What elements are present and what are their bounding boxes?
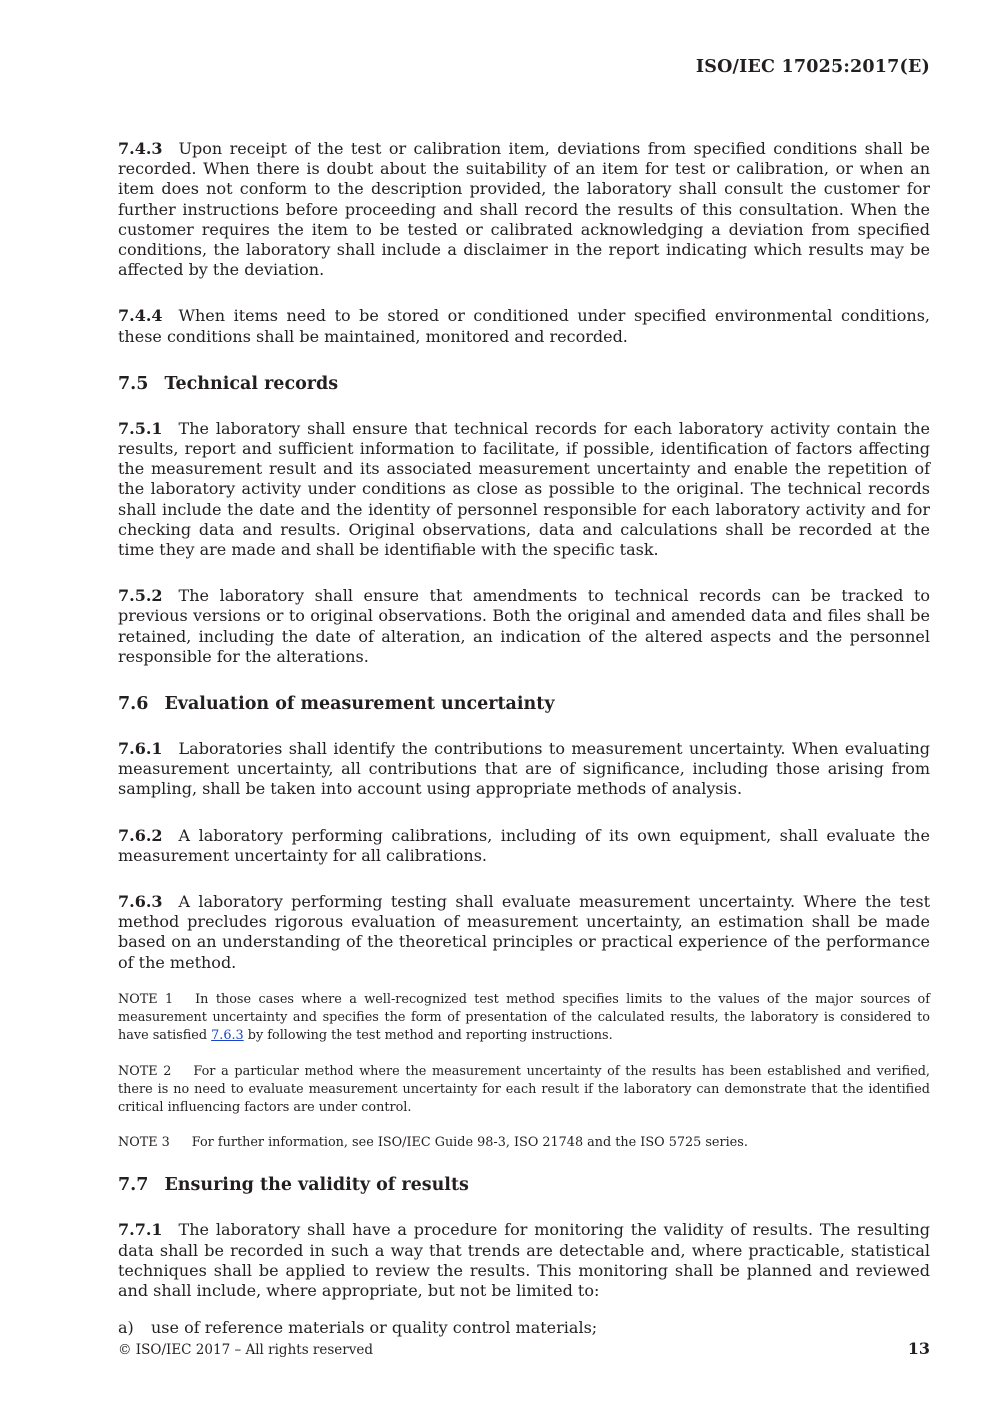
note-label: NOTE 3 bbox=[118, 1135, 170, 1151]
section-title: Ensuring the validity of results bbox=[164, 1175, 469, 1196]
clause-text: Laboratories shall identify the contributions to measurement uncertainty. When evaluating measurement uncertainty, all contributions that are of significance, including those arising from sampling, shall be taken into account using appropriate methods of analysis. bbox=[118, 739, 930, 799]
note-3 bbox=[118, 1134, 930, 1152]
clause-7-6-3 bbox=[118, 892, 930, 973]
section-number: 7.7 bbox=[118, 1175, 149, 1196]
section-number: 7.5 bbox=[118, 373, 149, 394]
page-content bbox=[118, 139, 930, 1338]
clause-number: 7.5.1 bbox=[118, 418, 163, 438]
note-1 bbox=[118, 991, 930, 1046]
clause-number: 7.6.1 bbox=[118, 739, 163, 759]
clause-number: 7.6.2 bbox=[118, 825, 163, 845]
clause-7-6-3-link[interactable]: 7.6.3 bbox=[211, 1028, 244, 1044]
note-text: In those cases where a well-recognized test method specifies limits to the values of the major sources of measurement uncertainty and specifies the form of presentation of the calculated results, the laboratory is considered to have satisfied bbox=[118, 991, 930, 1044]
note-text-continued: by following the test method and reporting instructions. bbox=[247, 1028, 613, 1044]
page-number: 13 bbox=[907, 1339, 930, 1358]
list-item-label: a) bbox=[118, 1318, 134, 1338]
note-text: For a particular method where the measurement uncertainty of the results has been established and verified, there is no need to evaluate measurement uncertainty for each result if the laboratory can demonstrate that the identified critical influencing factors are under control. bbox=[118, 1063, 930, 1115]
list-item-a bbox=[118, 1318, 930, 1338]
clause-text: A laboratory performing testing shall evaluate measurement uncertainty. Where the test method precludes rigorous evaluation of measurement uncertainty, an estimation shall be made based on an understanding of the theoretical principles or practical experience of the performance of the method. bbox=[118, 892, 930, 972]
note-label: NOTE 1 bbox=[118, 991, 174, 1007]
clause-7-4-3 bbox=[118, 139, 930, 280]
clause-text: Upon receipt of the test or calibration item, deviations from specified conditions shall be recorded. When there is doubt about the suitability of an item for test or calibration, or when an item does not conform to the description provided, the laboratory shall consult the customer for further instructions before proceeding and shall record the results of this consultation. When the customer requires the item to be tested or calibrated acknowledging a deviation from specified conditions, the laboratory shall include a disclaimer in the report indicating which results may be affected by the deviation. bbox=[118, 139, 930, 280]
list-item-text: use of reference materials or quality control materials; bbox=[151, 1318, 598, 1338]
clause-number: 7.7.1 bbox=[118, 1220, 163, 1240]
clause-number: 7.4.4 bbox=[118, 306, 163, 326]
section-heading-7-7 bbox=[118, 1174, 930, 1196]
clause-number: 7.5.2 bbox=[118, 586, 163, 606]
section-heading-7-6 bbox=[118, 693, 930, 715]
clause-text: When items need to be stored or conditioned under specified environmental conditions, these conditions shall be maintained, monitored and recorded. bbox=[118, 306, 930, 346]
clause-7-4-4 bbox=[118, 306, 930, 346]
clause-text: A laboratory performing calibrations, including of its own equipment, shall evaluate the measurement uncertainty for all calibrations. bbox=[118, 825, 930, 865]
clause-7-5-2 bbox=[118, 586, 930, 667]
section-title: Technical records bbox=[164, 373, 339, 394]
clause-7-6-2 bbox=[118, 826, 930, 866]
section-number: 7.6 bbox=[118, 694, 149, 715]
clause-text: The laboratory shall have a procedure for monitoring the validity of results. The resulting data shall be recorded in such a way that trends are detectable and, where practicable, statistical techniques shall be applied to review the results. This monitoring shall be planned and reviewed and shall include, where appropriate, but not be limited to: bbox=[118, 1220, 930, 1300]
copyright-footer: © ISO/IEC 2017 – All rights reserved bbox=[118, 1342, 373, 1358]
section-heading-7-5 bbox=[118, 373, 930, 395]
clause-number: 7.4.3 bbox=[118, 139, 163, 158]
note-label: NOTE 2 bbox=[118, 1063, 172, 1079]
standard-header: ISO/IEC 17025:2017(E) bbox=[695, 57, 930, 77]
clause-7-6-1 bbox=[118, 739, 930, 800]
section-title: Evaluation of measurement uncertainty bbox=[164, 694, 555, 715]
clause-text: The laboratory shall ensure that amendments to technical records can be tracked to previous versions or to original observations. Both the original and amended data and files shall be retained, including the date of alteration, an indication of the altered aspects and the personnel responsible for the alterations. bbox=[118, 586, 930, 666]
clause-text: The laboratory shall ensure that technical records for each laboratory activity contain the results, report and sufficient information to facilitate, if possible, identification of factors affecting the measurement result and its associated measurement uncertainty and enable the repetition of the laboratory activity under conditions as close as possible to the original. The technical records shall include the date and the identity of personnel responsible for each laboratory activity and for checking data and results. Original observations, data and calculations shall be recorded at the time they are made and shall be identifiable with the specific task. bbox=[118, 418, 930, 560]
note-2 bbox=[118, 1063, 930, 1118]
note-text: For further information, see ISO/IEC Guide 98-3, ISO 21748 and the ISO 5725 series. bbox=[191, 1135, 748, 1151]
clause-7-5-1 bbox=[118, 419, 930, 560]
clause-number: 7.6.3 bbox=[118, 892, 163, 912]
clause-7-7-1 bbox=[118, 1220, 930, 1301]
